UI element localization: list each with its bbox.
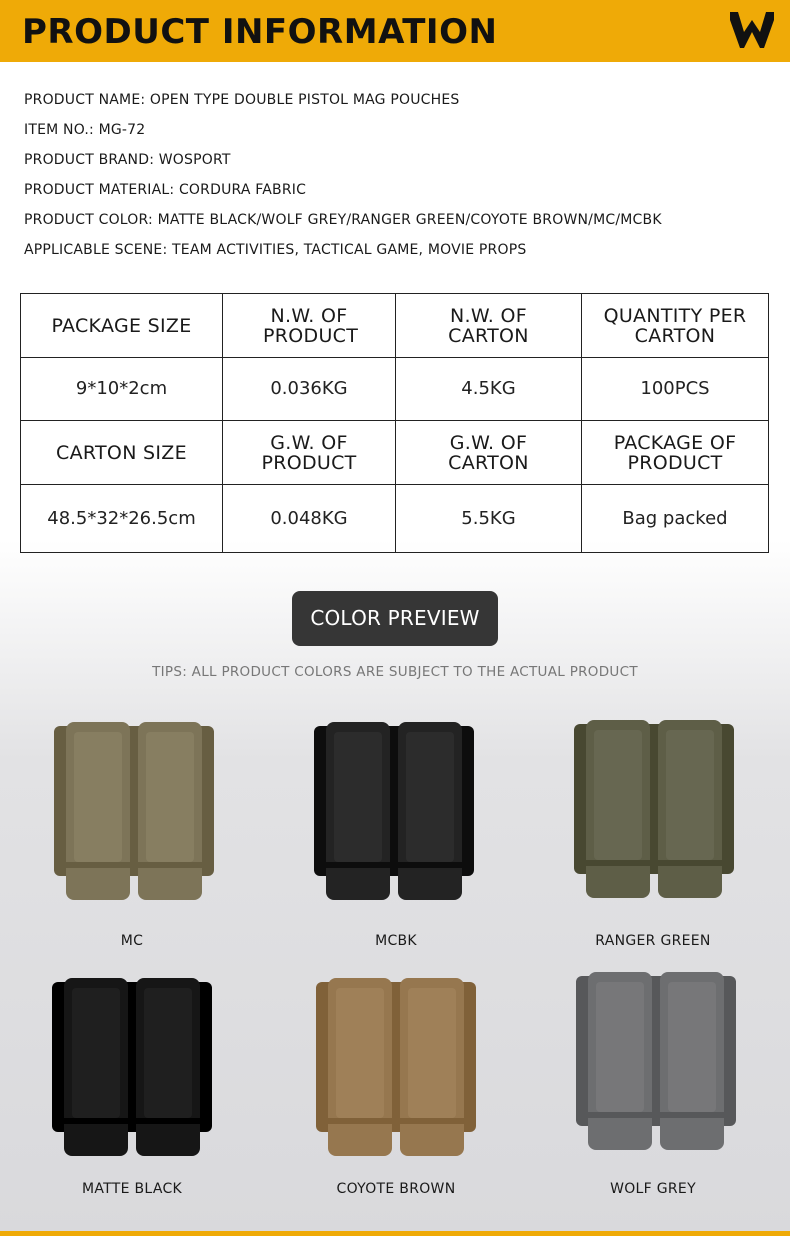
color-label: RANGER GREEN	[595, 933, 711, 949]
item-number: ITEM NO.: MG-72	[24, 122, 146, 138]
pouch-image-mcbk	[312, 722, 512, 900]
table-row	[21, 421, 769, 485]
applicable-scene: APPLICABLE SCENE: TEAM ACTIVITIES, TACTICAL GAME, MOVIE PROPS	[24, 242, 527, 258]
table-cell: 0.048KG	[223, 485, 396, 553]
table-row	[21, 294, 769, 358]
table-header-cell: N.W. OF PRODUCT	[223, 294, 396, 358]
table-cell: 9*10*2cm	[21, 358, 223, 421]
pouch-image-mc	[52, 722, 252, 900]
table-cell: 4.5KG	[396, 358, 582, 421]
w-logo-icon	[730, 12, 774, 48]
table-cell: 100PCS	[582, 358, 769, 421]
color-label: COYOTE BROWN	[336, 1181, 456, 1197]
product-color: PRODUCT COLOR: MATTE BLACK/WOLF GREY/RANGER GREEN/COYOTE BROWN/MC/MCBK	[24, 212, 662, 228]
table-header-cell: QUANTITY PER CARTON	[582, 294, 769, 358]
spec-table	[20, 293, 769, 553]
pouch-image-ranger-green	[572, 720, 772, 898]
table-cell: 48.5*32*26.5cm	[21, 485, 223, 553]
table-header-cell: PACKAGE SIZE	[21, 294, 223, 358]
product-brand: PRODUCT BRAND: WOSPORT	[24, 152, 231, 168]
tips-text: TIPS: ALL PRODUCT COLORS ARE SUBJECT TO THE ACTUAL PRODUCT	[152, 664, 638, 680]
color-label: MCBK	[375, 933, 417, 949]
table-header-cell: N.W. OF CARTON	[396, 294, 582, 358]
table-cell: 5.5KG	[396, 485, 582, 553]
product-info	[24, 90, 662, 270]
product-material: PRODUCT MATERIAL: CORDURA FABRIC	[24, 182, 307, 198]
table-row	[21, 358, 769, 421]
product-name: PRODUCT NAME: OPEN TYPE DOUBLE PISTOL MAG POUCHES	[24, 92, 460, 108]
pouch-image-matte-black	[50, 978, 250, 1156]
color-label: MC	[120, 933, 144, 949]
table-cell: Bag packed	[582, 485, 769, 553]
table-header-cell: PACKAGE OF PRODUCT	[582, 421, 769, 485]
page-title: PRODUCT INFORMATION	[22, 12, 498, 52]
bottom-bar	[0, 1231, 790, 1236]
color-label: MATTE BLACK	[81, 1181, 183, 1197]
table-header-cell: G.W. OF CARTON	[396, 421, 582, 485]
pouch-image-coyote-brown	[314, 978, 514, 1156]
header-bar	[0, 0, 790, 62]
table-row	[21, 485, 769, 553]
table-header-cell: G.W. OF PRODUCT	[223, 421, 396, 485]
table-cell: 0.036KG	[223, 358, 396, 421]
color-label: WOLF GREY	[610, 1181, 696, 1197]
pouch-image-wolf-grey	[574, 972, 774, 1150]
table-header-cell: CARTON SIZE	[21, 421, 223, 485]
color-preview-button[interactable]: COLOR PREVIEW	[292, 591, 498, 646]
